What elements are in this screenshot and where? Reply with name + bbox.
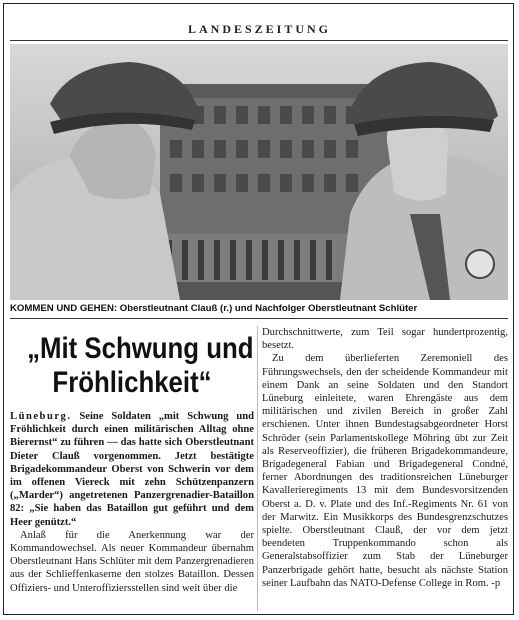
officers-photo-illustration [10,44,508,300]
article-left-column [10,326,254,595]
paragraph-2: Durchschnittwerte, zum Teil sogar hundertprozentig, besetzt. [262,327,508,352]
masthead: LANDESZEITUNG [187,22,332,36]
lead-paragraph [10,410,254,529]
paragraph-1: Anlaß für die Anerkennung war der Kommandowechsel. Als neuer Kommandeur übernahm Oberstleutnant Hans Schlüter mit dem Panzergrenadieren aus der Schlieffenkaserne den stolzes Bataillon. Dessen Offiziers- und Unteroffiziersstellen sind weit über die [10,529,254,594]
article-photo [10,44,508,300]
masthead-rule [10,40,508,41]
paragraph-3 [262,352,508,590]
headline-line-2: Fröhlichkeit“ [52,366,212,399]
headline-line-1: „Mit Schwung und [27,332,254,365]
photo-caption: KOMMEN UND GEHEN: Oberstleutnant Clauß (r.) und Nachfolger Oberstleutnant Schlüter [10,303,418,314]
dateline-city: Lüneburg. [10,411,72,422]
article-right-column [262,326,508,590]
paragraph-3-text: Zu dem überlieferten Zeremoniell des Führungswechsels, den der scheidende Kommandeur mit einem Dank an seine Soldaten und den Standort Lüneburg einleitete, waren Ehrengäste aus dem militärischen und zivilen Bereich in großer Zahl erschienen. Unter ihnen Bundestagsabgeordneter Horst Schröder (sein Parlamentskollege Möhring übt zur Zeit als Reserveoffizier), die früheren Brigadekommandeure, Brigadegeneral Fabian und Brigadegeneral Condné, ferner Abordnungen des traditionsreichen Lüneburger Kavallerieregiments 13 mit dem Bundesvorsitzenden Oberst a. D. v. Plate und des Inf.-Regiments Nr. 61 von der Marwitz. Ein Musikkorps des Bundesgrenzschutzes spielte. Oberstleutnant Clauß, der vor dem jetzt beendeten Truppenkommando schon als Generalstabsoffizier zum Stab der Lüneburger Panzerbrigade gehört hatte, besucht als nächste Station seiner Laufbahn das NATO-Defense College in Rom. [262,353,508,589]
article-headline [27,332,254,400]
caption-rule [10,318,508,319]
author-signoff: -p [491,577,501,589]
lead-text: Seine Soldaten „mit Schwung und Fröhlichkeit durch einen militärischen Alltag ohne Bierernst“ zu führen — das hatte sich Oberstleutnant Dieter Clauß vorgenommen. Jetzt bestätigte Brigadekommandeur Oberst von Schwerin vor dem im offenen Viereck mit zehn Schützenpanzern („Marder“) angetretenen Panzergrenadier-Bataillon 82: „Sie haben das Bataillon gut geführt und dem Heer genützt.“ [10,411,254,528]
column-divider [257,326,258,611]
